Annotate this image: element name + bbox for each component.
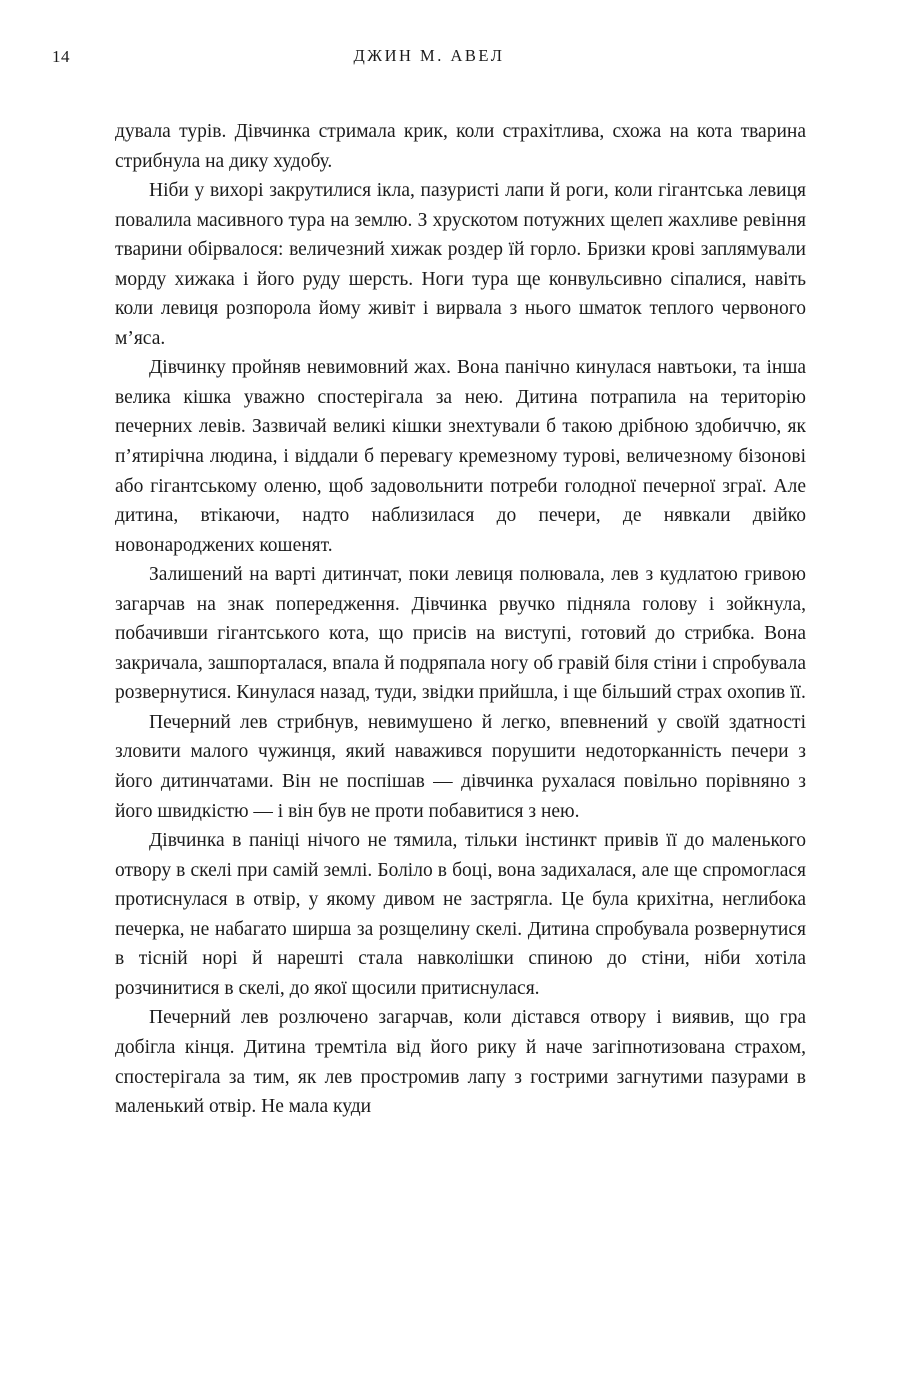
paragraph: Печерний лев розлючено загарчав, коли дістався отвору і виявив, що гра добігла кінця. Дитина тремтіла від його рику й наче загіпнотизована страхом, спостерігала за тим, як лев простромив лапу з гострими загнутими пазурами в маленький отвір. Не мала куди bbox=[115, 1007, 806, 1118]
paragraph: Печерний лев стрибнув, невимушено й легко, впевнений у своїй здатності зловити малого чужинця, який наважився порушити недоторканність печери з його дитинчатами. Він не поспішав — дівчинка рухалася повільно порівняно з його швидкістю — і він був не проти побавитися з нею. bbox=[115, 711, 806, 822]
paragraph: Дівчинку пройняв невимовний жах. Вона панічно кинулася навтьоки, та інша велика кішка уважно спостерігала за нею. Дитина потрапила на територію печерних левів. Зазвичай великі кішки знехтували б такою дрібною здобиччю, як п’ятирічна людина, і віддали б перевагу кремезному турові, величезному бізонові або гігантському оленю, щоб задовольнити потреби голодної печерної зграї. Але дитина, втікаючи, надто наблизилася до печери, де нявкали двійко новонароджених кошенят. bbox=[115, 357, 806, 556]
paragraph: Залишений на варті дитинчат, поки левиця полювала, лев з кудлатою гривою загарчав на знак попередження. Дівчинка рвучко підняла голову і зойкнула, побачивши гігантського кота, що присів на виступі, готовий до стрибка. Вона закричала, зашпорталася, впала й подряпала ногу об гравій біля стіни і спробувала розвернутися. Кинулася назад, туди, звідки прийшла, і ще більший страх охопив її. bbox=[115, 564, 806, 704]
running-title: ДЖИН М. АВЕЛ bbox=[353, 46, 505, 65]
paragraph: Дівчинка в паніці нічого не тямила, тільки інстинкт привів її до маленького отвору в скелі при самій землі. Боліло в боці, вона задихалася, але ще спромоглася протиснулася в отвір, у якому дивом не застрягла. Це була крихітна, неглибока печерка, не набагато ширша за розщелину скелі. Дитина спробувала розвернутися в тісній норі й нарешті стала навколішки спиною до стіни, ніби хотіла розчинитися в скелі, до якої щосили притиснулася. bbox=[115, 830, 806, 999]
page-header bbox=[52, 46, 806, 70]
paragraph: дувала турів. Дівчинка стримала крик, коли страхітлива, схожа на кота тварина стрибнула на дику худобу. bbox=[115, 121, 806, 172]
paragraph: Ніби у вихорі закрутилися ікла, пазуристі лапи й роги, коли гігантська левиця повалила масивного тура на землю. З хрускотом потужних щелеп жахливе ревіння тварини обірвалося: величезний хижак роздер їй горло. Бризки крові заплямували морду хижака і його руду шерсть. Ноги тура ще конвульсивно сіпалися, навіть коли левиця розпорола йому живіт і вирвала з нього шматок теплого червоного м’яса. bbox=[115, 180, 806, 349]
page-body bbox=[115, 117, 806, 1122]
page-number: 14 bbox=[52, 47, 70, 66]
